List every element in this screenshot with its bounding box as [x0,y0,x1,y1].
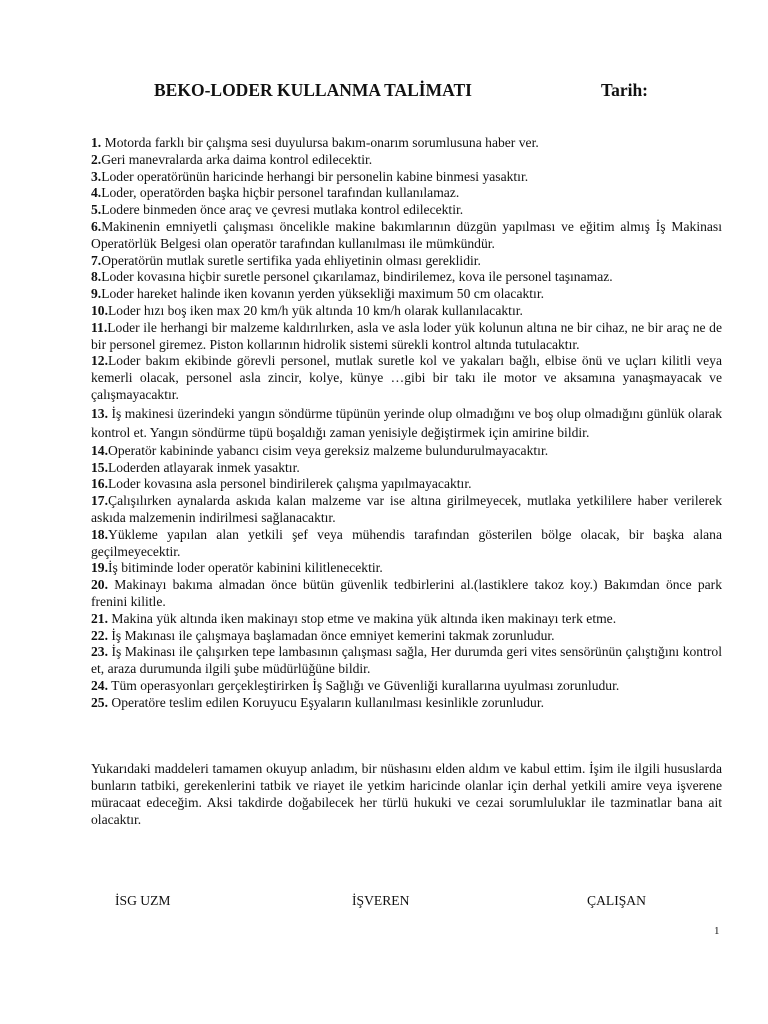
rule-text: Makinenin emniyetli çalışması öncelikle makine bakımlarının düzgün yapılması ve eğitim almış İş Makinası Operatörlük Belgesi olan operatör tarafından kullanılması ile mümkündür. [91,218,722,251]
rule-item [91,169,722,186]
rule-item [91,644,722,678]
rule-number: 25. [91,694,108,710]
rule-text: Operatörün mutlak suretle sertifika yada ehliyetinin olması gereklidir. [101,252,481,268]
rule-text: Loder bakım ekibinde görevli personel, mutlak suretle kol ve yakaları bağlı, elbise önü ve uçları kilitli veya kemerli olacak, personel asla zincir, kolye, künye …gibi bir takı ile motor ve aksamına yanaşmayacak ve çalışmayacaktır. [91,353,722,402]
rule-number: 18. [91,526,108,542]
rule-item [91,443,722,460]
rule-item [91,320,722,354]
rule-item [91,135,722,152]
rule-text: Geri manevralarda arka daima kontrol edilecektir. [101,151,373,167]
rule-text: Loder kovasına asla personel bindirilerek çalışma yapılmayacaktır. [108,476,472,492]
rule-number: 4. [91,185,102,201]
rule-number: 11. [91,319,108,335]
rule-number: 22. [91,627,108,643]
rule-number: 15. [91,459,108,475]
rule-number: 21. [91,610,108,626]
rule-text: Çalışılırken aynalarda askıda kalan malzeme var ise altına girilmeyecek, mutlaka yetkililere haber verilerek askıda malzemenin indirilmesi sağlanacaktır. [91,493,722,525]
date-label: Tarih: [601,80,649,100]
document-title: BEKO-LODER KULLANMA TALİMATI [154,80,472,100]
rule-text: İş Makinası ile çalışırken tepe lambasının çalışması sağla, Her durumda geri vites sensörünün çalıştığını kontrol et, araza durumunda ilgili şube müdürlüğüne bildir. [91,644,722,677]
rule-number: 14. [91,442,108,458]
rule-item [91,560,722,577]
rule-item [91,628,722,645]
rule-item [91,185,722,202]
rule-item [91,678,722,695]
rule-number: 20. [91,577,108,593]
rule-item [91,577,722,611]
rule-item [91,202,722,219]
rule-number: 16. [91,476,108,492]
rule-number: 7. [91,252,102,268]
rule-item [91,460,722,477]
rule-item [91,269,722,286]
rule-text: Makina yük altında iken makinayı stop etme ve makina yük altında iken makinayı terk etme. [108,610,617,626]
rule-text: İş bitiminde loder operatör kabinini kilitlenecektir. [108,560,383,576]
rule-number: 12. [91,353,108,369]
rule-item [91,286,722,303]
signature-employer: İŞVEREN [352,893,410,908]
rule-number: 9. [91,286,102,302]
rule-number: 17. [91,493,108,509]
rule-text: Loder, operatörden başka hiçbir personel tarafından kullanılamaz. [101,185,460,201]
rule-text: Loder hızı boş iken max 20 km/h yük altında 10 km/h olarak kullanılacaktır. [108,302,523,318]
rule-item [91,611,722,628]
rule-text: Loder ile herhangi bir malzeme kaldırılırken, asla ve asla loder yük kolunun altına ne bir cihaz, ne bir araç ne de bir personel giremez. Piston kollarının hidrolik sistemi sürekli kontrol altında tutulacaktır. [91,319,722,352]
rule-text: Loder hareket halinde iken kovanın yerden yüksekliği maximum 50 cm olacaktır. [101,286,545,302]
rule-item [91,493,722,527]
rule-number: 3. [91,168,102,184]
rule-item [91,695,722,712]
rule-item [91,404,722,443]
rule-text: Loder operatörünün haricinde herhangi bir personelin kabine binmesi yasaktır. [101,168,529,184]
rule-number: 13. [91,405,108,421]
rule-number: 10. [91,302,108,318]
signature-isg-specialist: İSG UZM [115,893,171,908]
rule-number: 1. [91,135,102,150]
rule-text: Loder kovasına hiçbir suretle personel çıkarılamaz, bindirilemez, kova ile personel taşınamaz. [101,269,613,285]
rule-text: Operatör kabininde yabancı cisim veya gereksiz malzeme bulundurulmayacaktır. [108,442,549,458]
rule-text: Yükleme yapılan alan yetkili şef veya mühendis tarafından gösterilen bölge olacak, bir başka alana geçilmeyecektir. [91,526,722,559]
rule-item [91,476,722,493]
signature-employee: ÇALIŞAN [587,893,646,908]
rule-number: 5. [91,202,102,218]
rule-text: Operatöre teslim edilen Koruyucu Eşyaların kullanılması kesinlikle zorunludur. [108,694,545,710]
rule-text: İş makinesi üzerindeki yangın söndürme tüpünün yerinde olup olmadığını ve boş olup olmadığını günlük olarak kontrol et. Yangın söndürme tüpü boşaldığı zaman yenisiyle değiştirmek için amirine bildir. [91,405,722,441]
rule-text: İş Makınası ile çalışmaya başlamadan önce emniyet kemerini takmak zorunludur. [108,627,555,643]
rule-number: 6. [91,218,102,234]
page-number: 1 [714,925,720,937]
rule-text: Lodere binmeden önce araç ve çevresi mutlaka kontrol edilecektir. [101,202,464,218]
rule-number: 19. [91,560,108,576]
rule-number: 23. [91,644,108,660]
declaration-paragraph: Yukarıdaki maddeleri tamamen okuyup anladım, bir nüshasını elden aldım ve kabul ettim. İşim ile ilgili hususlarda bunların tatbiki, gerekenlerini tatbik ve riayet ile yetkim haricinde olanlar için derhal yetkili amire veya işverene müracaat edeceğim. Aksi takdirde doğabilecek her türlü hukuki ve cezai sorumluluklar ile tazminatlar bana ait olacaktır. [91,761,722,827]
rule-item [91,303,722,320]
rule-item [91,219,722,253]
rule-text: Motorda farklı bir çalışma sesi duyulursa bakım-onarım sorumlusuna haber ver. [101,135,539,150]
rule-number: 24. [91,677,108,693]
rule-item [91,527,722,561]
rule-text: Tüm operasyonları gerçekleştirirken İş Sağlığı ve Güvenliği kurallarına uyulması zorunludur. [108,677,620,693]
rule-text: Loderden atlayarak inmek yasaktır. [108,459,300,475]
rule-text: Makinayı bakıma almadan önce bütün güvenlik tedbirlerini al.(lastiklere takoz koy.) Bakımdan önce park frenini kilitle. [91,577,722,609]
document-header [0,80,768,104]
rules-list [91,135,722,712]
rule-item [91,353,722,403]
rule-item [91,152,722,169]
rule-number: 2. [91,151,102,167]
rule-item [91,253,722,270]
rule-number: 8. [91,269,102,285]
